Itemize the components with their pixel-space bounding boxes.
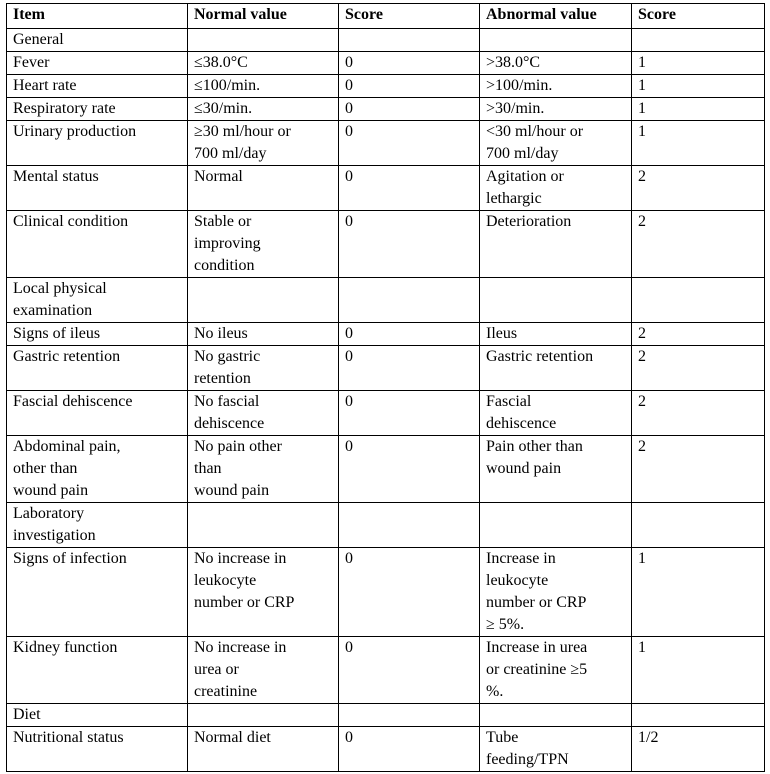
cell-normal-value — [188, 503, 339, 548]
cell-abnormal-score: 1 — [632, 98, 765, 121]
cell-normal-value: ≤100/min. — [188, 75, 339, 98]
cell-normal-value: No gastric retention — [188, 346, 339, 391]
header-item: Item — [7, 4, 188, 29]
cell-item: Mental status — [7, 166, 188, 211]
cell-normal-score: 0 — [339, 52, 480, 75]
cell-abnormal-value — [480, 503, 632, 548]
cell-normal-value: No increase in leukocyte number or CRP — [188, 548, 339, 637]
cell-normal-score: 0 — [339, 323, 480, 346]
cell-item: Kidney function — [7, 637, 188, 704]
cell-abnormal-score: 1 — [632, 548, 765, 637]
cell-abnormal-value: <30 ml/hour or 700 ml/day — [480, 121, 632, 166]
cell-normal-value — [188, 704, 339, 727]
cell-abnormal-score — [632, 503, 765, 548]
cell-abnormal-value — [480, 29, 632, 52]
cell-normal-score — [339, 29, 480, 52]
cell-normal-value: Normal — [188, 166, 339, 211]
header-abnormal-score: Score — [632, 4, 765, 29]
cell-abnormal-score: 2 — [632, 346, 765, 391]
cell-normal-value: No fascial dehiscence — [188, 391, 339, 436]
cell-normal-value: ≤38.0°C — [188, 52, 339, 75]
cell-abnormal-score: 1 — [632, 637, 765, 704]
table-row — [7, 211, 765, 278]
cell-normal-score: 0 — [339, 548, 480, 637]
cell-abnormal-score: 2 — [632, 391, 765, 436]
cell-normal-score: 0 — [339, 436, 480, 503]
cell-item: Respiratory rate — [7, 98, 188, 121]
cell-item: Signs of infection — [7, 548, 188, 637]
header-row — [7, 4, 765, 29]
section-row — [7, 29, 765, 52]
table-row — [7, 323, 765, 346]
cell-normal-value: ≥30 ml/hour or 700 ml/day — [188, 121, 339, 166]
cell-item: Clinical condition — [7, 211, 188, 278]
cell-normal-value — [188, 29, 339, 52]
scoring-table — [6, 3, 765, 772]
cell-item: Gastric retention — [7, 346, 188, 391]
cell-normal-value: No pain other than wound pain — [188, 436, 339, 503]
table-row — [7, 52, 765, 75]
table-row — [7, 548, 765, 637]
cell-normal-score: 0 — [339, 121, 480, 166]
section-row — [7, 278, 765, 323]
cell-normal-value: No ileus — [188, 323, 339, 346]
cell-normal-value: Normal diet — [188, 727, 339, 772]
table-row — [7, 75, 765, 98]
cell-abnormal-score: 1/2 — [632, 727, 765, 772]
cell-abnormal-score: 2 — [632, 211, 765, 278]
table-row — [7, 346, 765, 391]
cell-item: Fever — [7, 52, 188, 75]
table-row — [7, 121, 765, 166]
cell-abnormal-value: Ileus — [480, 323, 632, 346]
cell-normal-score: 0 — [339, 166, 480, 211]
table-row — [7, 391, 765, 436]
cell-abnormal-score: 2 — [632, 323, 765, 346]
cell-item: Diet — [7, 704, 188, 727]
cell-abnormal-score: 1 — [632, 121, 765, 166]
cell-item: Abdominal pain, other than wound pain — [7, 436, 188, 503]
cell-abnormal-score: 2 — [632, 436, 765, 503]
cell-abnormal-score: 1 — [632, 75, 765, 98]
table-row — [7, 727, 765, 772]
cell-normal-score — [339, 278, 480, 323]
cell-normal-value: Stable or improving condition — [188, 211, 339, 278]
cell-item: Heart rate — [7, 75, 188, 98]
cell-abnormal-value — [480, 278, 632, 323]
cell-abnormal-value: Increase in leukocyte number or CRP ≥ 5%. — [480, 548, 632, 637]
section-row — [7, 503, 765, 548]
header-normal-value: Normal value — [188, 4, 339, 29]
cell-abnormal-value: Deterioration — [480, 211, 632, 278]
cell-item: Local physical examination — [7, 278, 188, 323]
cell-abnormal-value: Pain other than wound pain — [480, 436, 632, 503]
cell-abnormal-value: >100/min. — [480, 75, 632, 98]
cell-abnormal-score: 1 — [632, 52, 765, 75]
cell-abnormal-score — [632, 704, 765, 727]
cell-normal-score: 0 — [339, 637, 480, 704]
header-abnormal-value: Abnormal value — [480, 4, 632, 29]
cell-normal-value — [188, 278, 339, 323]
header-normal-score: Score — [339, 4, 480, 29]
section-row — [7, 704, 765, 727]
cell-abnormal-value: Gastric retention — [480, 346, 632, 391]
cell-normal-score — [339, 704, 480, 727]
cell-abnormal-score — [632, 29, 765, 52]
cell-normal-score: 0 — [339, 98, 480, 121]
table-row — [7, 98, 765, 121]
cell-abnormal-score: 2 — [632, 166, 765, 211]
cell-abnormal-value: >30/min. — [480, 98, 632, 121]
cell-normal-score: 0 — [339, 391, 480, 436]
cell-normal-score: 0 — [339, 75, 480, 98]
cell-item: Laboratory investigation — [7, 503, 188, 548]
cell-item: Urinary production — [7, 121, 188, 166]
cell-normal-value: ≤30/min. — [188, 98, 339, 121]
cell-item: General — [7, 29, 188, 52]
cell-abnormal-value: Agitation or lethargic — [480, 166, 632, 211]
cell-normal-score: 0 — [339, 727, 480, 772]
table-row — [7, 637, 765, 704]
cell-item: Signs of ileus — [7, 323, 188, 346]
cell-item: Fascial dehiscence — [7, 391, 188, 436]
cell-normal-score: 0 — [339, 346, 480, 391]
cell-normal-score — [339, 503, 480, 548]
cell-abnormal-value: Fascial dehiscence — [480, 391, 632, 436]
table-body — [7, 29, 765, 772]
table-row — [7, 436, 765, 503]
cell-abnormal-value: >38.0°C — [480, 52, 632, 75]
cell-abnormal-value — [480, 704, 632, 727]
cell-abnormal-value: Increase in urea or creatinine ≥5 %. — [480, 637, 632, 704]
cell-abnormal-score — [632, 278, 765, 323]
cell-normal-score: 0 — [339, 211, 480, 278]
cell-normal-value: No increase in urea or creatinine — [188, 637, 339, 704]
table-row — [7, 166, 765, 211]
cell-abnormal-value: Tube feeding/TPN — [480, 727, 632, 772]
cell-item: Nutritional status — [7, 727, 188, 772]
